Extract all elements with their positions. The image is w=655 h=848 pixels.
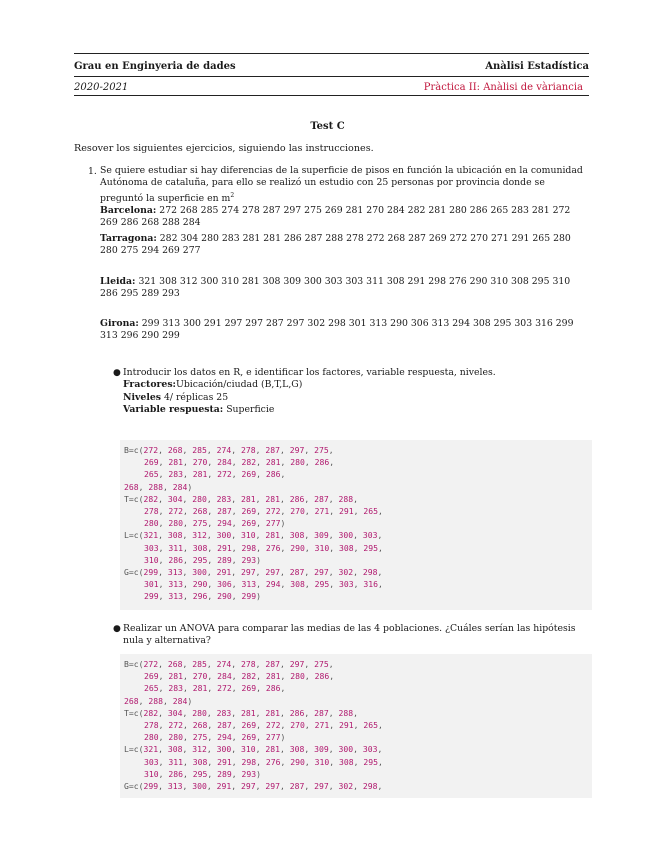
academic-year: 2020-2021 (74, 82, 129, 93)
exercise-number: 1. (88, 166, 97, 177)
code-line: 269, 281, 270, 284, 282, 281, 280, 286, (144, 457, 335, 468)
code-line: 280, 280, 275, 294, 269, 277) (144, 732, 286, 743)
subject-title: Anàlisi Estadística (485, 61, 589, 72)
bullet-intro-data: Introducir los datos en R, e identificar los factores, variable respuesta, niveles. Fractores:Ubicación/ciudad (B,T,L,G) Niveles 4/ réplicas 25 Variable respuesta: Superficie (123, 367, 496, 416)
intro-text: Resover los siguientes ejercicios, siguiendo las instrucciones. (74, 143, 374, 154)
code-line: 268, 288, 284) (124, 481, 193, 492)
header-bottom-rule (74, 95, 589, 96)
code-line: L=c(321, 308, 312, 300, 310, 281, 308, 309, 300, 303, (124, 744, 383, 755)
data-tarragona: Tarragona: 282 304 280 283 281 281 286 287 288 278 272 268 287 269 272 270 271 291 265 280 280 275 294 269 277 (100, 233, 571, 257)
code-line: T=c(282, 304, 280, 283, 281, 281, 286, 287, 288, (124, 493, 358, 504)
code-line: 265, 283, 281, 272, 269, 286, (144, 683, 286, 694)
code-line: 269, 281, 270, 284, 282, 281, 280, 286, (144, 671, 335, 682)
code-line: 303, 311, 308, 291, 298, 276, 290, 310, 308, 295, (144, 756, 383, 767)
bullet-anova: Realizar un ANOVA para comparar las medias de las 4 poblaciones. ¿Cuáles serían las hipótesis nula y alternativa? (123, 623, 576, 647)
code-line: L=c(321, 308, 312, 300, 310, 281, 308, 309, 300, 303, (124, 530, 383, 541)
code-line: B=c(272, 268, 285, 274, 278, 287, 297, 275, (124, 445, 334, 455)
code-line: 310, 286, 295, 289, 293) (144, 768, 261, 779)
code-line: G=c(299, 313, 300, 291, 297, 297, 287, 297, 302, 298, (124, 567, 383, 578)
code-line: 299, 313, 296, 290, 299) (144, 591, 261, 602)
header-mid-rule (74, 76, 589, 77)
code-line: 301, 313, 290, 306, 313, 294, 308, 295, 303, 316, (144, 579, 383, 590)
bullet-marker: ● (113, 624, 121, 634)
code-block-data-entry (120, 440, 592, 610)
header-top-rule (74, 53, 589, 54)
code-block-anova (120, 654, 592, 798)
course-title: Grau en Enginyeria de dades (74, 61, 236, 72)
practice-title: Pràctica II: Anàlisi de vàriancia (423, 82, 583, 93)
data-barcelona: Barcelona: 272 268 285 274 278 287 297 275 269 281 270 284 282 281 280 286 265 283 281 272 269 286 268 288 284 (100, 205, 571, 229)
code-line: 278, 272, 268, 287, 269, 272, 270, 271, 291, 265, (144, 506, 383, 517)
code-line: 310, 286, 295, 289, 293) (144, 554, 261, 565)
bullet-marker: ● (113, 368, 121, 378)
code-line: B=c(272, 268, 285, 274, 278, 287, 297, 275, (124, 659, 334, 669)
code-line: 280, 280, 275, 294, 269, 277) (144, 518, 286, 529)
page-title: Test C (310, 121, 345, 132)
code-line: G=c(299, 313, 300, 291, 297, 297, 287, 297, 302, 298, (124, 781, 383, 792)
code-line: 303, 311, 308, 291, 298, 276, 290, 310, 308, 295, (144, 542, 383, 553)
data-lleida: Lleida: 321 308 312 300 310 281 308 309 300 303 303 311 308 291 298 276 290 310 308 295 310 286 295 289 293 (100, 276, 571, 300)
code-line: 265, 283, 281, 272, 269, 286, (144, 469, 286, 480)
data-girona: Girona: 299 313 300 291 297 297 287 297 302 298 301 313 290 306 313 294 308 295 303 316 299 313 296 290 299 (100, 318, 574, 342)
code-line: 278, 272, 268, 287, 269, 272, 270, 271, 291, 265, (144, 720, 383, 731)
exercise-statement: Se quiere estudiar si hay diferencias de la superficie de pisos en función la ubicación en la comunidad Autónoma de cataluña, para ello se realizó un estudio con 25 personas por provincia donde se preguntó la superficie en $m^2$ (100, 165, 583, 204)
code-line: 268, 288, 284) (124, 695, 193, 706)
code-line: T=c(282, 304, 280, 283, 281, 281, 286, 287, 288, (124, 707, 358, 718)
